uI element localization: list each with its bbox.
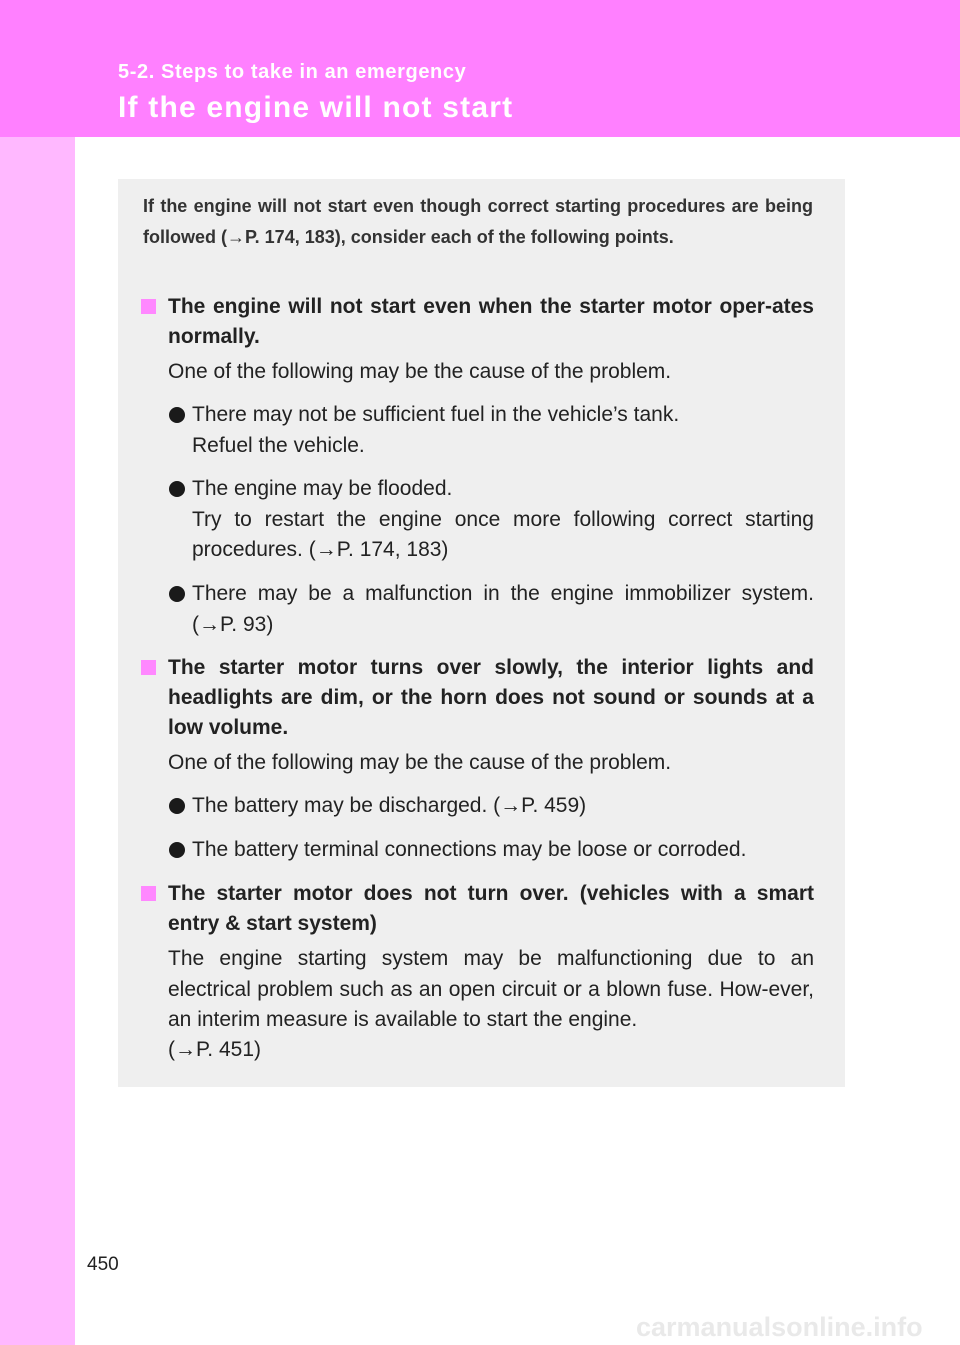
bullet-dot-icon — [169, 586, 185, 602]
list-item-text: There may be a malfunction in the engine immobilizer system. (→P. 93) — [192, 582, 814, 636]
list-item — [168, 835, 814, 866]
side-color-strip — [0, 0, 75, 1345]
section-heading-text: The starter motor turns over slowly, the interior lights and headlights are dim, or the horn does not sound or sounds at a low volume. — [168, 656, 814, 739]
section-body: The engine starting system may be malfunctioning due to an electrical problem such as an open circuit or a blown fuse. How-ever, an interim measure is available to start the engine. — [168, 947, 814, 1031]
section-heading — [141, 653, 814, 743]
list-item-text: The engine may be flooded. — [192, 477, 453, 500]
section-heading-text: The starter motor does not turn over. (vehicles with a smart entry & start system) — [168, 882, 814, 935]
list-item-text: The battery may be discharged. (→P. 459) — [192, 794, 587, 817]
section-body: One of the following may be the cause of the problem. — [168, 751, 672, 774]
intro-text: If the engine will not start even though correct starting procedures are being followed (→P. 174, 183), consider each of the following points. — [143, 196, 813, 247]
section-label: 5-2. Steps to take in an emergency — [118, 61, 467, 83]
bullet-dot-icon — [169, 407, 185, 423]
page-title: If the engine will not start — [118, 91, 514, 124]
square-bullet-icon — [141, 886, 156, 901]
page-number: 450 — [87, 1254, 119, 1275]
section-heading — [141, 292, 814, 352]
square-bullet-icon — [141, 299, 156, 314]
list-item — [168, 400, 814, 461]
list-item-text: The battery terminal connections may be loose or corroded. — [192, 838, 747, 861]
section-heading-text: The engine will not start even when the starter motor oper-ates normally. — [168, 295, 814, 348]
cross-reference: (→P. 451) — [168, 1038, 261, 1061]
square-bullet-icon — [141, 660, 156, 675]
watermark: carmanualsonline.info — [636, 1312, 923, 1342]
list-item-text: There may not be sufficient fuel in the vehicle’s tank. — [192, 403, 680, 426]
list-item — [168, 791, 814, 822]
bullet-dot-icon — [169, 798, 185, 814]
list-item — [168, 474, 814, 566]
bullet-dot-icon — [169, 842, 185, 858]
bullet-dot-icon — [169, 481, 185, 497]
section-body: One of the following may be the cause of the problem. — [168, 360, 672, 383]
list-item — [168, 579, 814, 640]
page-header — [0, 0, 960, 137]
list-item-note: Refuel the vehicle. — [192, 433, 365, 457]
list-item-note: Try to restart the engine once more following correct starting procedures. (→P. 174, 183) — [192, 507, 814, 561]
section-heading — [141, 879, 814, 939]
